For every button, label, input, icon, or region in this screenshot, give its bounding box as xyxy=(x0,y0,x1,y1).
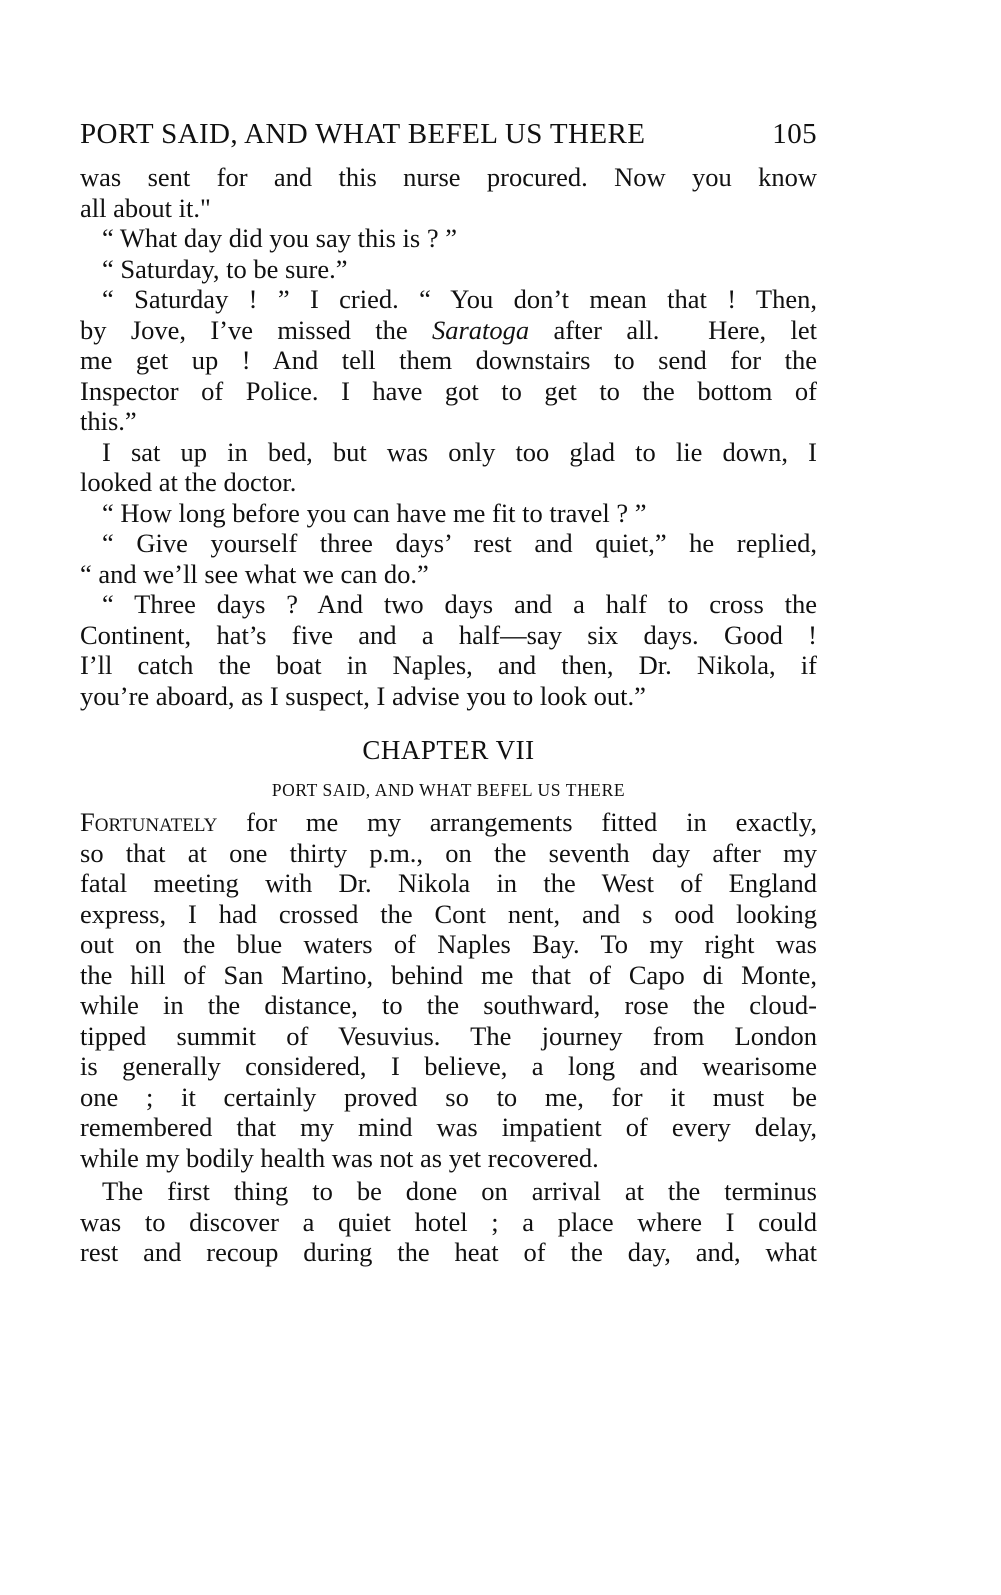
chapter-subtitle: PORT SAID, AND WHAT BEFEL US THERE xyxy=(271,780,626,800)
text-line: “ Saturday, to be sure.” xyxy=(102,253,348,284)
text-line: “ Three days ? And two days and a half to cross the xyxy=(102,589,817,619)
text-line: while in the distance, to the southward, rose the cloud- xyxy=(80,990,817,1020)
text-line: out on the blue waters of Naples Bay. To my right was xyxy=(80,929,817,959)
text-line: The first thing to be done on arrival at the terminus xyxy=(102,1176,817,1206)
text-line: “ How long before you can have me fit to travel ? ” xyxy=(102,497,647,528)
text-line: “ Give yourself three days’ rest and quiet,” he replied, xyxy=(102,528,817,558)
text-line: express, I had crossed the Cont nent, and s ood looking xyxy=(80,898,817,929)
page-number: 105 xyxy=(772,118,817,150)
ship-name: Saratoga xyxy=(431,314,530,345)
text-line-part: after all. Here, let xyxy=(529,314,817,345)
text-line: all about it." xyxy=(80,192,211,223)
text-line: this.” xyxy=(80,406,137,436)
text-line: Continent, hat’s five and a half—say six days. Good ! xyxy=(80,619,817,650)
text-line: the hill of San Martino, behind me that of Capo di Monte, xyxy=(80,959,817,990)
text-line: one ; it certainly proved so to me, for it must be xyxy=(80,1081,817,1112)
running-title: PORT SAID, AND WHAT BEFEL US THERE xyxy=(80,118,646,150)
text-line: I’ll catch the boat in Naples, and then, Dr. Nikola, if xyxy=(80,650,817,680)
text-line-part: for me my arrangements fitted in exactly, xyxy=(217,807,817,837)
text-line: looked at the doctor. xyxy=(80,467,297,497)
text-line: me get up ! And tell them downstairs to send for the xyxy=(80,345,817,375)
text-line xyxy=(80,315,817,346)
drop-lead-word: Fortunately xyxy=(80,807,218,837)
text-line: rest and recoup during the heat of the day, and, what xyxy=(80,1237,817,1267)
running-head xyxy=(80,116,817,162)
text-line: was sent for and this nurse procured. Now you know xyxy=(80,162,817,192)
text-line: “ What day did you say this is ? ” xyxy=(102,223,457,253)
text-line: I sat up in bed, but was only too glad to lie down, I xyxy=(102,436,817,467)
text-line: fatal meeting with Dr. Nikola in the West of England xyxy=(80,868,817,898)
text-line-part: by Jove, I’ve missed the xyxy=(80,314,432,345)
book-page xyxy=(80,116,817,1268)
text-line: “ and we’ll see what we can do.” xyxy=(80,558,429,589)
text-line: is generally considered, I believe, a long and wearisome xyxy=(80,1051,817,1081)
text-line: remembered that my mind was impatient of every delay, xyxy=(80,1112,817,1142)
text-line: you’re aboard, as I suspect, I advise you to look out.” xyxy=(80,680,646,711)
chapter-heading: CHAPTER VII xyxy=(362,735,535,765)
text-line: tipped summit of Vesuvius. The journey from London xyxy=(80,1020,817,1051)
text-line xyxy=(80,807,817,838)
text-line: while my bodily health was not as yet recovered. xyxy=(80,1142,599,1173)
text-line: “ Saturday ! ” I cried. “ You don’t mean that ! Then, xyxy=(102,284,817,314)
text-line: Inspector of Police. I have got to get to the bottom of xyxy=(80,375,817,406)
text-line: was to discover a quiet hotel ; a place where I could xyxy=(80,1206,817,1237)
text-line: so that at one thirty p.m., on the seventh day after my xyxy=(80,837,817,868)
